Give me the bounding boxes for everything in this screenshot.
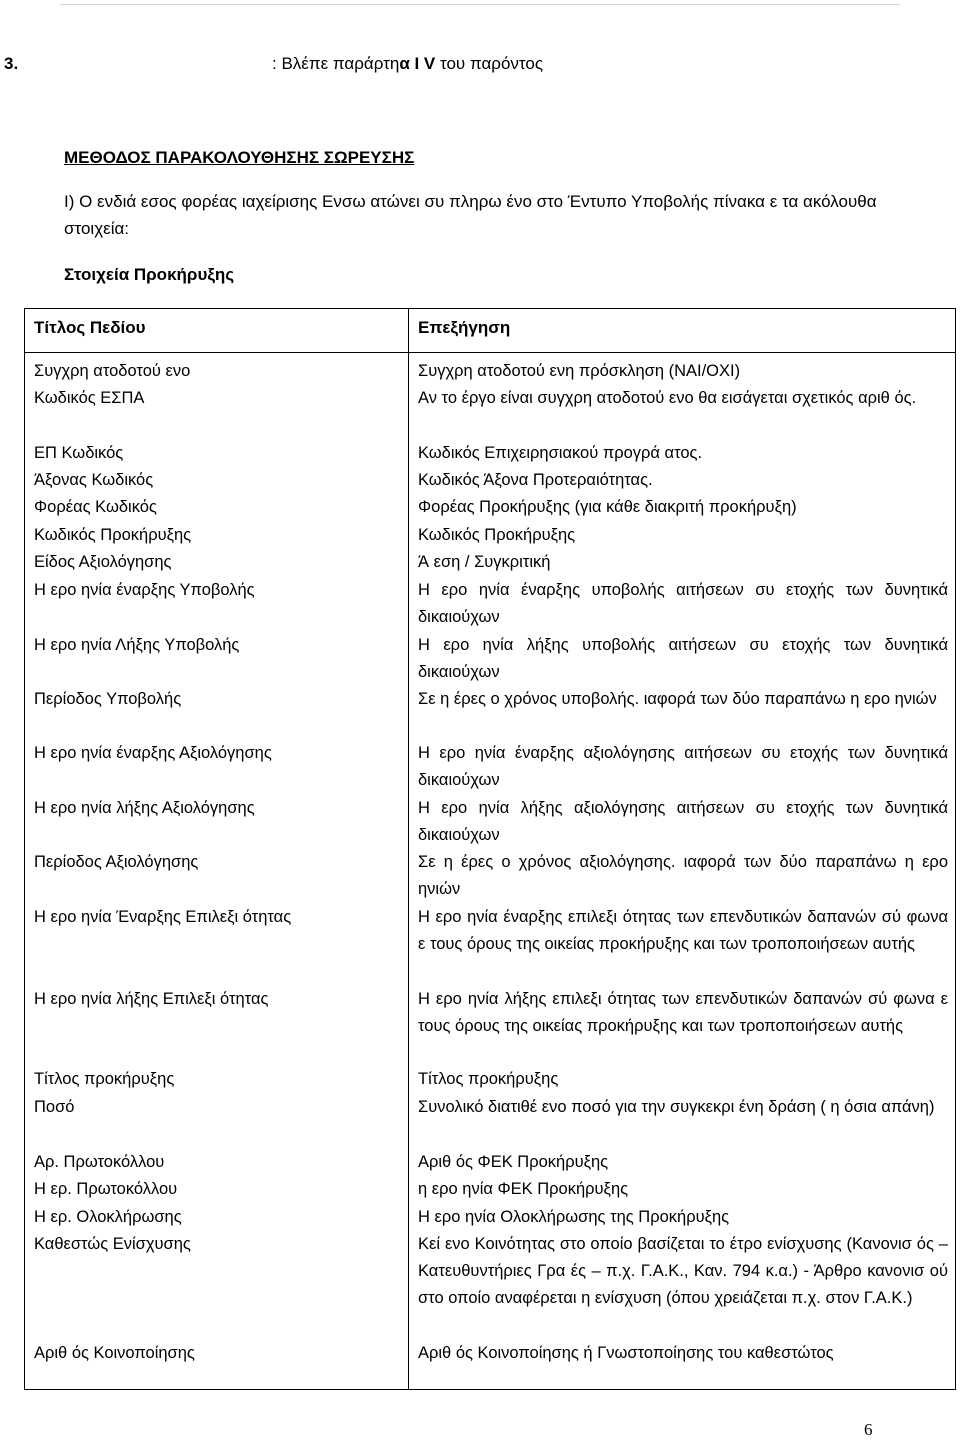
table-cell-field: Η ερο ηνία Λήξης Υποβολής [34,636,240,654]
section-number: 3. [4,54,19,73]
table-cell-field: Η ερο ηνία Έναρξης Επιλεξι ότητας [34,908,292,926]
page-heading: ΜΕΘΟΔΟΣ ΠΑΡΑΚΟΛΟΥΘΗΣΗΣ ΣΩΡΕΥΣΗΣ [64,148,415,167]
header-field-title: Τίτλος Πεδίου [34,318,146,337]
table-cell-explanation: Η ερο ηνία έναρξης αξιολόγησης αιτήσεων συ ετοχής των δυνητικά δικαιούχων [418,744,948,789]
table-cell-field: Συγχρη ατοδοτού ενο [34,362,191,380]
header-explanation: Επεξήγηση [418,318,511,337]
page-number: 6 [864,1420,873,1439]
table-cell-explanation: Κωδικός Άξονα Προτεραιότητας. [418,471,653,489]
table-cell-explanation: Η ερο ηνία Ολοκλήρωσης της Προκήρυξης [418,1208,730,1226]
table-cell-field: Τίτλος προκήρυξης [34,1070,175,1088]
table-cell-explanation: Ά εση / Συγκριτική [418,553,551,571]
table-cell-explanation: Αριθ ός ΦΕΚ Προκήρυξης [418,1153,609,1171]
table-cell-explanation: Συγχρη ατοδοτού ενη πρόσκληση (ΝΑΙ/ΟΧΙ) [418,362,741,380]
table-cell-field: Η ερο ηνία έναρξης Αξιολόγησης [34,744,272,762]
table-cell-field: Περίοδος Υποβολής [34,690,182,708]
table-cell-explanation: Η ερο ηνία λήξης αξιολόγησης αιτήσεων συ ετοχής των δυνητικά δικαιούχων [418,799,948,844]
section-text-suffix: του παρόντος [435,54,544,73]
table-cell-explanation: Τίτλος προκήρυξης [418,1070,559,1088]
table-cell-explanation: Η ερο ηνία έναρξης υποβολής αιτήσεων συ ετοχής των δυνητικά δικαιούχων [418,581,948,626]
section-text [272,54,543,74]
table-cell-field: ΕΠ Κωδικός [34,444,124,462]
table-cell-field: Είδος Αξιολόγησης [34,553,172,571]
table-cell-field: Η ερο ηνία έναρξης Υποβολής [34,581,255,599]
table-cell-explanation: Συνολικό διατιθέ ενο ποσό για την συγκεκρι ένη δράση ( η όσια απάνη) [418,1098,935,1116]
fields-table [24,308,956,1390]
table-cell-field: Η ερο ηνία λήξης Επιλεξι ότητας [34,990,269,1008]
table-cell-explanation: Η ερο ηνία λήξης επιλεξι ότητας των επενδυτικών δαπανών σύ φωνα ε τους όρους της οικείας προκήρυξης και των τροποποιήσεων αυτής [418,990,948,1035]
header-divider [25,352,955,353]
intro-paragraph: Ι) Ο ενδιά εσος φορέας ιαχείρισης Ενσω ατώνει συ πληρω ένο στο Έντυπο Υποβολής πίνακα ε τα ακόλουθα στοιχεία: [64,192,877,238]
table-cell-explanation: Αριθ ός Κοινοποίησης ή Γνωστοποίησης του καθεστώτος [418,1344,834,1362]
table-cell-field: Η ερο ηνία λήξης Αξιολόγησης [34,799,255,817]
table-cell-explanation: Κεί ενο Κοινότητας στο οποίο βασίζεται το έτρο ενίσχυσης (Κανονισ ός – Κατευθυντήριες Γρα ές – π.χ. Γ.Α.Κ., Καν. 794 κ.α.) - Άρθρο κανονισ ού στο οποίο αναφέρεται η ενίσχυση (όπου χρειάζεται π.χ. στον Γ.Α.Κ.) [418,1235,948,1307]
table-cell-explanation: Κωδικός Προκήρυξης [418,526,576,544]
table-cell-explanation: Η ερο ηνία λήξης υποβολής αιτήσεων συ ετοχής των δυνητικά δικαιούχων [418,636,948,681]
table-cell-field: Η ερ. Ολοκλήρωσης [34,1208,182,1226]
table-cell-explanation: Φορέας Προκήρυξης (για κάθε διακριτή προκήρυξη) [418,498,797,516]
top-rule [60,4,900,5]
table-cell-field: Ποσό [34,1098,75,1116]
table-cell-field: Άξονας Κωδικός [34,471,154,489]
table-cell-field: Η ερ. Πρωτοκόλλου [34,1180,178,1198]
table-cell-field: Αρ. Πρωτοκόλλου [34,1153,165,1171]
table-cell-explanation: Η ερο ηνία έναρξης επιλεξι ότητας των επενδυτικών δαπανών σύ φωνα ε τους όρους της οικείας προκήρυξης και των τροποποιήσεων αυτής [418,908,948,953]
table-cell-explanation: Σε η έρες ο χρόνος υποβολής. ιαφορά των δύο παραπάνω η ερο ηνιών [418,690,937,708]
table-cell-explanation: Αν το έργο είναι συγχρη ατοδοτού ενο θα εισάγεται σχετικός αριθ ός. [418,389,917,407]
table-cell-field: Κωδικός Προκήρυξης [34,526,192,544]
section-text-prefix: : Βλέπε παράρτη [272,54,400,73]
table-cell-explanation: Σε η έρες ο χρόνος αξιολόγησης. ιαφορά των δύο παραπάνω η ερο ηνιών [418,853,948,898]
column-divider [408,309,409,1389]
table-cell-explanation: η ερο ηνία ΦΕΚ Προκήρυξης [418,1180,629,1198]
section-text-bold: α I V [399,54,436,73]
table-cell-field: Περίοδος Αξιολόγησης [34,853,199,871]
table-caption: Στοιχεία Προκήρυξης [64,265,235,284]
table-cell-field: Αριθ ός Κοινοποίησης [34,1344,195,1362]
table-cell-field: Καθεστώς Ενίσχυσης [34,1235,191,1253]
table-cell-field: Φορέας Κωδικός [34,498,157,516]
table-cell-field: Κωδικός ΕΣΠΑ [34,389,145,407]
table-cell-explanation: Κωδικός Επιχειρησιακού προγρά ατος. [418,444,703,462]
